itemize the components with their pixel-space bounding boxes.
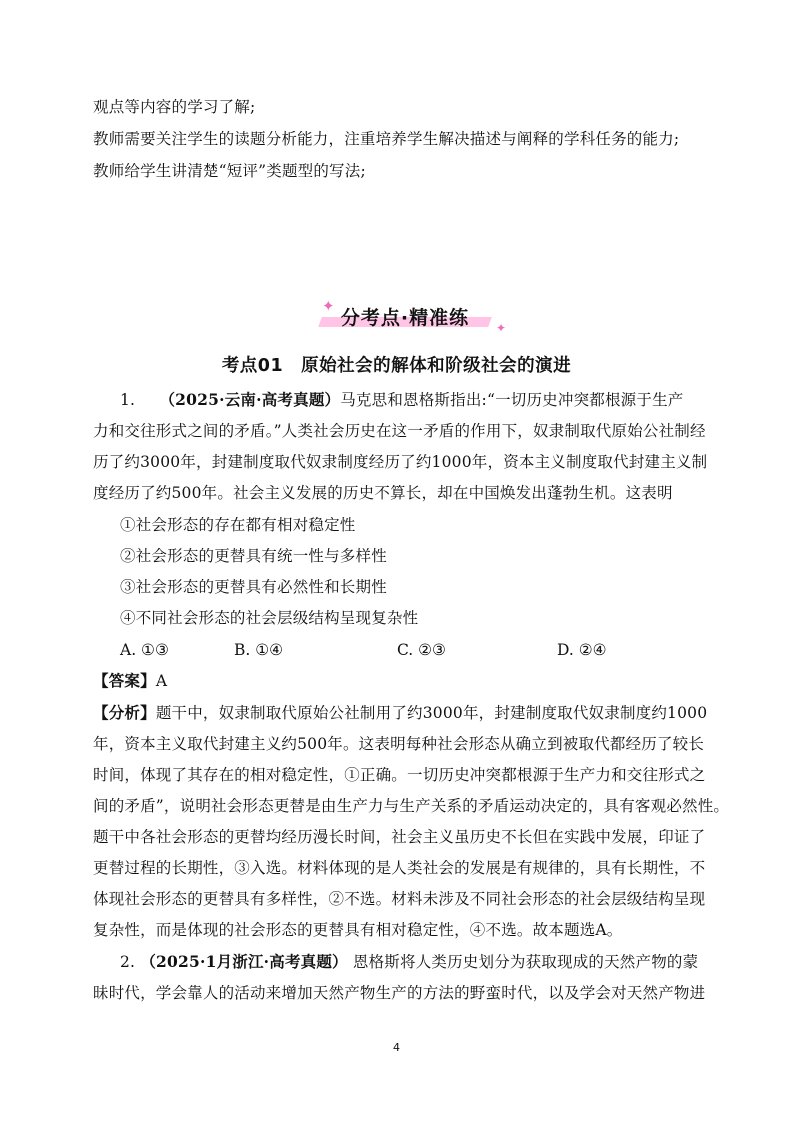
section-banner xyxy=(300,295,510,339)
analysis-line-7: 体现社会形态的更替具有多样性，②不选。材料未涉及不同社会形态的社会层级结构呈现 xyxy=(93,890,706,908)
section-title: 考点01 原始社会的解体和阶级社会的演进 xyxy=(221,356,572,376)
question-1-stem-line-4: 度经历了约500年。社会主义发展的历史不算长，却在中国焕发出蓬勃生机。这表明 xyxy=(93,484,673,502)
page-number: 4 xyxy=(393,1041,400,1054)
analysis-line-8: 复杂性，而是体现的社会形态的更替具有相对稳定性，④不选。故本题选A。 xyxy=(93,921,623,939)
question-2-stem-line-2: 昧时代，学会靠人的活动来增加天然产物生产的方法的野蛮时代，以及学会对天然产物进 xyxy=(93,984,706,1002)
intro-line-3: 教师给学生讲清楚“短评”类题型的写法; xyxy=(93,162,366,180)
answer-label: 【答案】 xyxy=(93,671,156,690)
analysis-label: 【分析】 xyxy=(93,703,156,722)
question-stem: 恩格斯将人类历史划分为获取现成的天然产物的蒙 xyxy=(352,953,699,971)
option-a: A. ①③ xyxy=(120,641,169,659)
question-1-stem-line-2: 力和交往形式之间的矛盾。”人类社会历史在这一矛盾的作用下，奴隶制取代原始公社制经 xyxy=(93,422,706,440)
statement-4: ④不同社会形态的社会层级结构呈现复杂性 xyxy=(120,609,419,627)
question-stem: 马克思和恩格斯指出:“一切历史冲突都根源于生产 xyxy=(340,391,684,409)
analysis-line-1 xyxy=(93,703,707,723)
analysis-text: 题干中，奴隶制取代原始公社制用了约3000年，封建制度取代奴隶制度约1000 xyxy=(155,704,708,722)
banner-title: 分考点·精准练 xyxy=(340,307,470,329)
option-b: B. ①④ xyxy=(234,641,284,659)
question-1-stem-line-1 xyxy=(120,390,683,410)
question-1-stem-line-3: 历了约3000年，封建制度取代奴隶制度经历了约1000年，资本主义制度取代封建主义制 xyxy=(93,453,708,471)
question-source: （2025·云南·高考真题） xyxy=(159,390,341,409)
intro-line-2: 教师需要关注学生的读题分析能力，注重培养学生解决描述与阐释的学科任务的能力; xyxy=(93,130,680,148)
answer-value: A xyxy=(155,672,168,690)
option-d: D. ②④ xyxy=(557,641,607,659)
question-number: 2. xyxy=(120,953,136,971)
sparkle-icon: ✦ xyxy=(496,321,507,335)
question-2-stem-line-1 xyxy=(120,952,698,972)
statement-3: ③社会形态的更替具有必然性和长期性 xyxy=(120,578,387,596)
sparkle-icon: ✦ xyxy=(322,297,335,315)
statement-1: ①社会形态的存在都有相对稳定性 xyxy=(120,516,356,534)
analysis-line-4: 间的矛盾”，说明社会形态更替是由生产力与生产关系的矛盾运动决定的，具有客观必然性。 xyxy=(93,797,730,815)
question-source: （2025·1月浙江·高考真题） xyxy=(140,952,348,971)
intro-line-1: 观点等内容的学习了解; xyxy=(93,98,256,116)
statement-2: ②社会形态的更替具有统一性与多样性 xyxy=(120,547,387,565)
analysis-line-6: 更替过程的长期性，③入选。材料体现的是人类社会的发展是有规律的，具有长期性，不 xyxy=(93,859,706,877)
analysis-line-5: 题干中各社会形态的更替均经历漫长时间，社会主义虽历史不长但在实践中发展，印证了 xyxy=(93,828,706,846)
analysis-line-2: 年，资本主义取代封建主义约500年。这表明每种社会形态从确立到被取代都经历了较长 xyxy=(93,735,705,753)
question-number: 1. xyxy=(120,391,136,409)
analysis-line-3: 时间，体现了其存在的相对稳定性，①正确。一切历史冲突都根源于生产力和交往形式之 xyxy=(93,766,706,784)
answer-line xyxy=(93,671,167,691)
option-c: C. ②③ xyxy=(397,641,446,659)
